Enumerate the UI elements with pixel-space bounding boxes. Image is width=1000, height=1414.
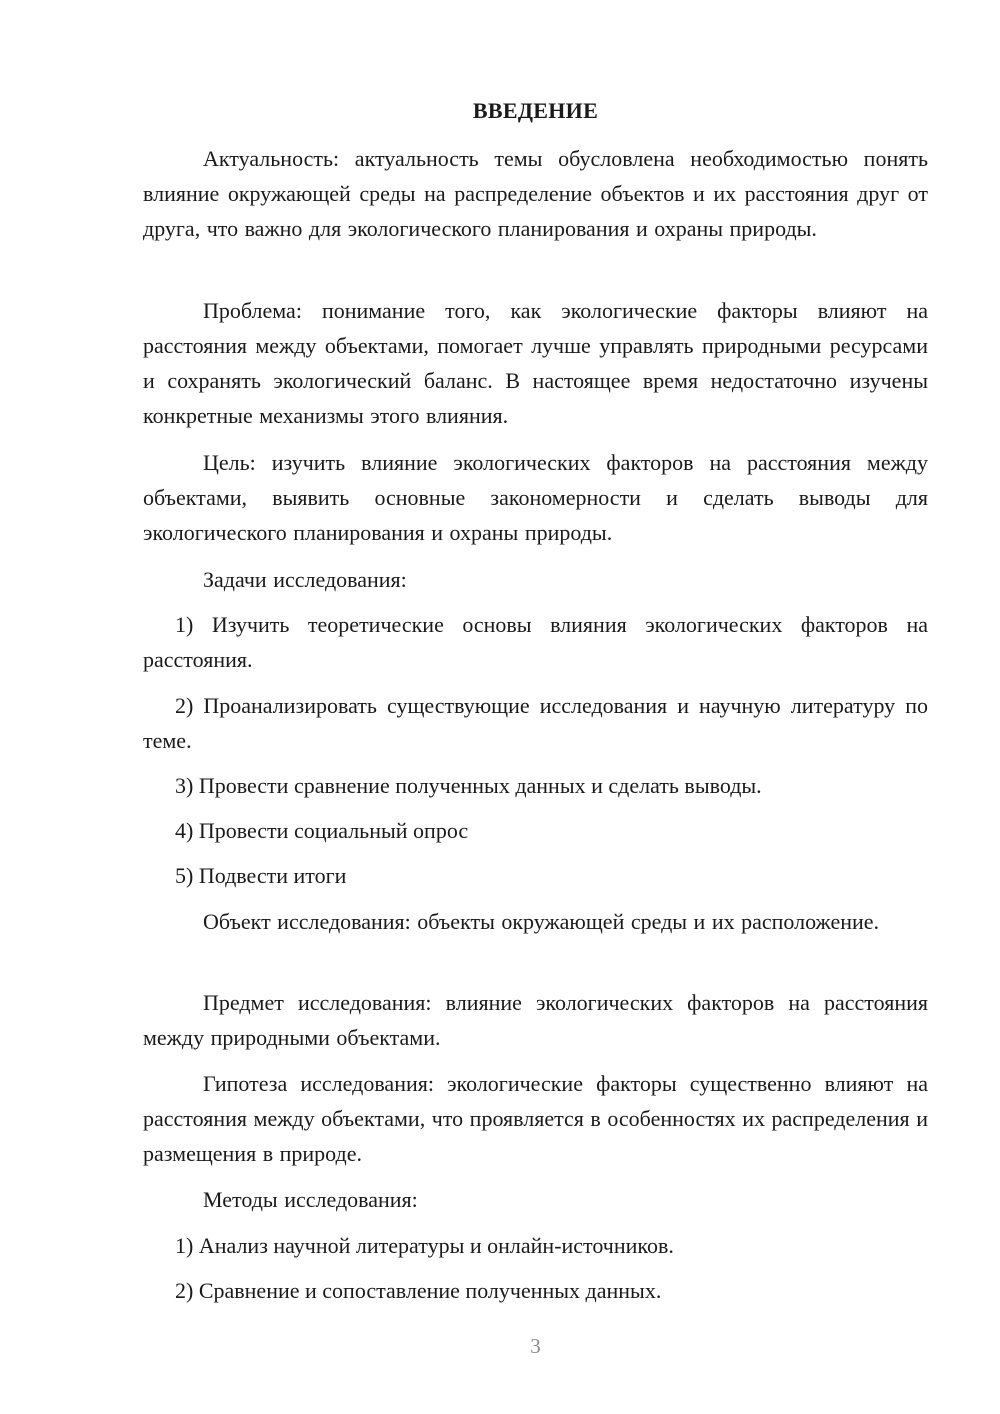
task-item: 4) Провести социальный опрос [175, 818, 469, 843]
task-item: 1) Изучить теоретические основы влияния экологических факторов на расстояния. [143, 612, 928, 672]
hypothesis-paragraph: Гипотеза исследования: экологические факторы существенно влияют на расстояния между объектами, что проявляется в особенностях их распределения и размещения в природе. [143, 1071, 928, 1166]
tasks-heading: Задачи исследования: [203, 567, 407, 592]
problem-paragraph: Проблема: понимание того, как экологические факторы влияют на расстояния между объектами, помогает лучше управлять природными ресурсами и сохранять экологический баланс. В настоящее время недостаточно изучены конкретные механизмы этого влияния. [143, 298, 928, 428]
subject-paragraph: Предмет исследования: влияние экологических факторов на расстояния между природными объектами. [143, 990, 928, 1050]
page-number: 3 [530, 1334, 541, 1358]
object-paragraph: Объект исследования: объекты окружающей среды и их расположение. [203, 909, 880, 934]
method-item: 1) Анализ научной литературы и онлайн-источников. [175, 1233, 674, 1258]
task-item: 5) Подвести итоги [175, 863, 347, 888]
goal-paragraph: Цель: изучить влияние экологических факторов на расстояния между объектами, выявить основные закономерности и сделать выводы для экологического планирования и охраны природы. [143, 450, 928, 545]
relevance-paragraph: Актуальность: актуальность темы обусловлена необходимостью понять влияние окружающей среды на распределение объектов и их расстояния друг от друга, что важно для экологического планирования и охраны природы. [143, 146, 928, 241]
task-item: 2) Проанализировать существующие исследования и научную литературу по теме. [143, 693, 928, 753]
document-title: ВВЕДЕНИЕ [472, 98, 599, 123]
methods-heading: Методы исследования: [203, 1187, 418, 1212]
task-item: 3) Провести сравнение полученных данных и сделать выводы. [175, 773, 762, 798]
method-item: 2) Сравнение и сопоставление полученных данных. [175, 1278, 662, 1303]
